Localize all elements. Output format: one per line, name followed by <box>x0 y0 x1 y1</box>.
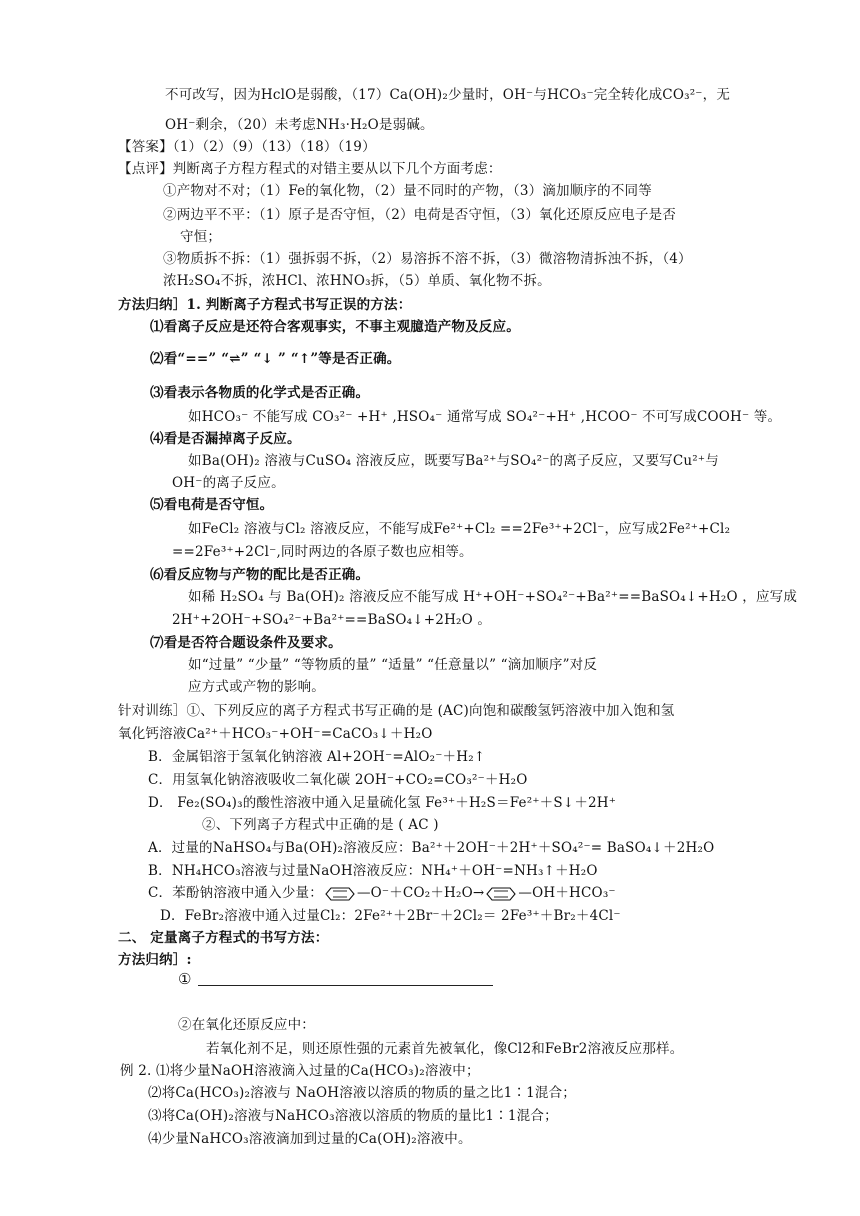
rule-heading: ⑴看离子反应是还符合客观事实，不事主观臆造产物及反应。 <box>150 319 520 335</box>
blank-item-number: ① <box>178 970 192 988</box>
text-line: 如FeCl₂ 溶液与Cl₂ 溶液反应，不能写成Fe²⁺+Cl₂ ==2Fe³⁺+2Cl⁻，应写成2Fe²⁺+Cl₂ <box>188 521 731 537</box>
option-text: C．苯酚钠溶液中通入少量： <box>148 885 323 901</box>
option-line: B．NH₄HCO₃溶液与过量NaOH溶液反应：NH₄⁺＋OH⁻=NH₃↑＋H₂O <box>148 863 598 879</box>
rule-heading: ⑹看反应物与产物的配比是否正确。 <box>150 567 370 583</box>
example-line: ⑵将Ca(HCO₃)₂溶液与 NaOH溶液以溶质的物质的量之比1∶1混合； <box>148 1085 576 1101</box>
rule-heading: ⑺看是否符合题设条件及要求。 <box>150 635 342 651</box>
text-line: 不可改写，因为HclO是弱酸，（17）Ca(OH)₂少量时，OH⁻与HCO₃⁻完全转化成CO₃²⁻，无 <box>165 87 731 103</box>
rule-heading: ⑸看电荷是否守恒。 <box>150 497 274 513</box>
option-line: B．金属铝溶于氢氧化钠溶液 Al+2OH⁻=AlO₂⁻＋H₂↑ <box>148 749 486 765</box>
text-line: 氧化钙溶液Ca²⁺＋HCO₃⁻+OH⁻=CaCO₃↓＋H₂O <box>118 726 433 742</box>
example-line: 例 2. ⑴将少量NaOH溶液滴入过量的Ca(HCO₃)₂溶液中； <box>120 1063 480 1079</box>
text-line: ②两边平不平：（1）原子是否守恒，（2）电荷是否守恒，（3）氧化还原反应电子是否 <box>163 207 677 223</box>
benzene-ring-icon <box>486 887 516 901</box>
text-line: 如“过量” “少量” “等物质的量” “适量” “任意量以” “滴加顺序”对反 <box>188 657 598 673</box>
text-line: ③物质拆不拆：（1）强拆弱不拆，（2）易溶拆不溶不拆，（3）微溶物清拆浊不拆，（4） <box>163 251 692 267</box>
answer-line: 【答案】（1）（2）（9）（13）（18）（19） <box>118 139 376 155</box>
option-line: D． Fe₂(SO₄)₃的酸性溶液中通入足量硫化氢 Fe³⁺＋H₂S＝Fe²⁺＋S↓＋2H⁺ <box>148 795 617 811</box>
text-line: 应方式或产物的影响。 <box>188 679 325 695</box>
text-line: OH⁻的离子反应。 <box>172 475 285 491</box>
benzene-ring-icon <box>325 887 355 901</box>
option-line: A．过量的NaHSO₄与Ba(OH)₂溶液反应：Ba²⁺＋2OH⁻＋2H⁺＋SO₄²⁻= BaSO₄↓＋2H₂O <box>148 840 715 856</box>
example-line: ⑷少量NaHCO₃溶液滴加到过量的Ca(OH)₂溶液中。 <box>148 1131 472 1147</box>
option-text: —OH＋HCO₃⁻ <box>518 885 616 901</box>
rule-heading: ⑵看“==” “⇌” “↓ ” “↑”等是否正确。 <box>150 351 401 367</box>
text-line: 如Ba(OH)₂ 溶液与CuSO₄ 溶液反应，既要写Ba²⁺与SO₄²⁻的离子反应，又要写Cu²⁺与 <box>188 453 719 469</box>
exercise-heading: 针对训练］①、下列反应的离子方程式书写正确的是 (AC)向饱和碳酸氢钙溶液中加入饱和氢 <box>118 703 675 719</box>
option-line: C．用氢氧化钠溶液吸收二氧化碳 2OH⁻+CO₂=CO₃²⁻＋H₂O <box>148 772 528 788</box>
option-line: D．FeBr₂溶液中通入过量Cl₂：2Fe²⁺＋2Br⁻＋2Cl₂＝ 2Fe³⁺＋Br₂＋4Cl⁻ <box>160 908 621 924</box>
text-line: 如稀 H₂SO₄ 与 Ba(OH)₂ 溶液反应不能写成 H⁺+OH⁻+SO₄²⁻+Ba²⁺==BaSO₄↓+H₂O ，应写成 <box>188 589 798 605</box>
text-line: 守恒； <box>180 229 222 245</box>
example-line: ⑶将Ca(OH)₂溶液与NaHCO₃溶液以溶质的物质的量比1∶1混合； <box>148 1108 558 1124</box>
section-heading: 二、 定量离子方程式的书写方法： <box>118 930 329 946</box>
text-line: 浓H₂SO₄不拆，浓HCl、浓HNO₃拆，（5）单质、氧化物不拆。 <box>163 273 551 289</box>
section-heading: 方法归纳］1. 判断离子方程式书写正误的方法： <box>118 297 412 313</box>
text-line: OH⁻剩余，（20）未考虑NH₃·H₂O是弱碱。 <box>165 117 434 133</box>
text-line: 若氧化剂不足，则还原性强的元素首先被氧化，像Cl2和FeBr2溶液反应那样。 <box>206 1041 684 1057</box>
rule-heading: ⑷看是否漏掉离子反应。 <box>150 431 301 447</box>
text-line: 2H⁺+2OH⁻+SO₄²⁻+Ba²⁺==BaSO₄↓+2H₂O 。 <box>172 612 492 628</box>
text-line: ==2Fe³⁺+2Cl⁻,同时两边的各原子数也应相等。 <box>172 544 473 560</box>
rule-heading: ⑶看表示各物质的化学式是否正确。 <box>150 385 370 401</box>
exercise-heading: ②、下列离子方程式中正确的是 ( AC ) <box>202 817 439 833</box>
text-line: 如HCO₃⁻ 不能写成 CO₃²⁻ +H⁺ ,HSO₄⁻ 通常写成 SO₄²⁻+H⁺ ,HCOO⁻ 不可写成COOH⁻ 等。 <box>188 409 782 425</box>
text-line: ②在氧化还原反应中： <box>178 1017 315 1033</box>
option-text: —O⁻＋CO₂＋H₂O→ <box>356 885 485 901</box>
method-heading: 方法归纳］: <box>118 952 192 968</box>
text-line: ①产物对不对；（1）Fe的氧化物，（2）量不同时的产物，（3）滴加顺序的不同等 <box>163 183 652 199</box>
fill-in-blank-line <box>198 985 493 986</box>
option-line <box>148 884 616 902</box>
comment-line: 【点评】判断离子方程方程式的对错主要从以下几个方面考虑： <box>118 161 502 177</box>
